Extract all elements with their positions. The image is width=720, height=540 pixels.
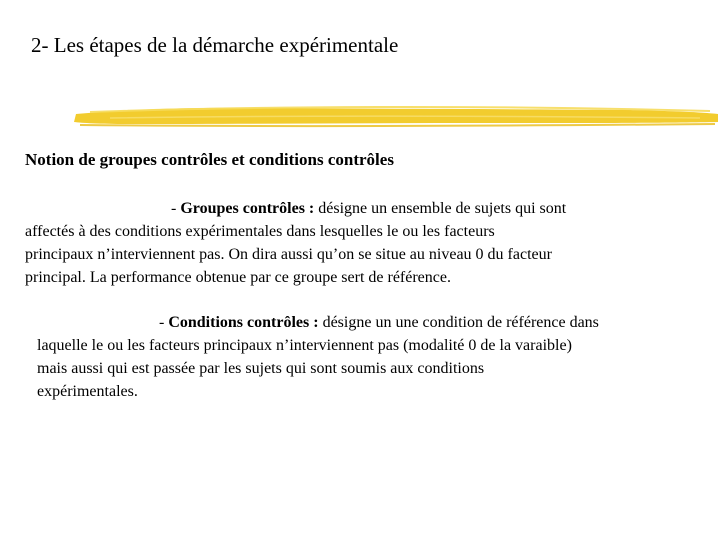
definition-line: principal. La performance obtenue par ce groupe sert de référence. (25, 269, 451, 286)
definition-line: principaux n’interviennent pas. On dira aussi qu’on se situe au niveau 0 du facteur (25, 246, 552, 263)
definition-term: Conditions contrôles : (168, 314, 319, 331)
definition-prefix: - (171, 200, 181, 217)
definition-first-line-text: désigne un ensemble de sujets qui sont (314, 200, 567, 217)
definition-groupes-controles (25, 197, 566, 289)
definition-first-line-text: désigne un une condition de référence dans (318, 314, 599, 331)
title-underline-brushstroke (70, 100, 720, 132)
definition-line: laquelle le ou les facteurs principaux n’interviennent pas (modalité 0 de la varaible) (37, 337, 572, 354)
definition-prefix: - (159, 314, 169, 331)
definition-first-line (37, 311, 599, 334)
slide-title: 2- Les étapes de la démarche expérimentale (31, 33, 399, 57)
definition-term: Groupes contrôles : (180, 200, 315, 217)
definition-line: mais aussi qui est passée par les sujets qui sont soumis aux conditions (37, 360, 485, 377)
definition-line: affectés à des conditions expérimentales dans lesquelles le ou les facteurs (25, 223, 495, 240)
definition-conditions-controles (37, 311, 599, 403)
definition-line: expérimentales. (37, 383, 138, 400)
brushstroke-streak-2 (80, 124, 715, 126)
definition-first-line (25, 197, 566, 220)
section-heading: Notion de groupes contrôles et conditions contrôles (25, 150, 394, 169)
